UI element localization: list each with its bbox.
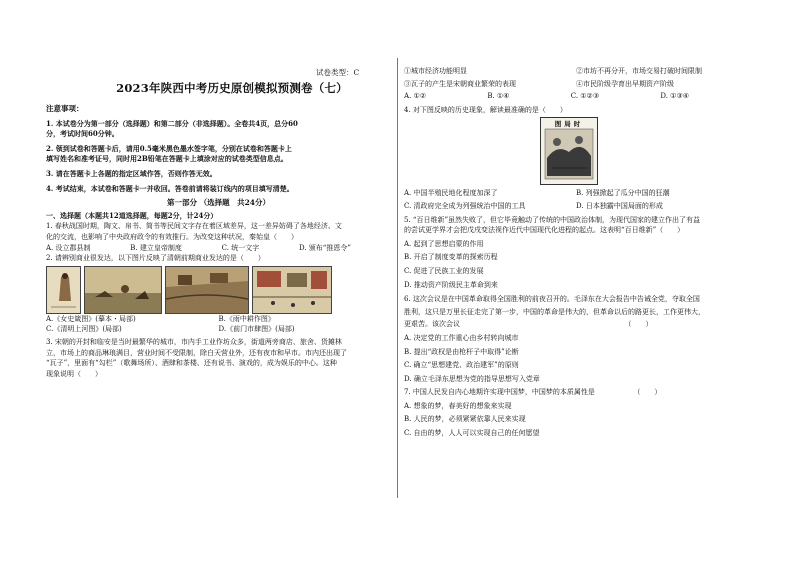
- q3-stem: 3. 宋朝的开封和临安是当时最繁华的城市，市内手工业作坊众多，街道两旁商店、旅舍、货摊林: [46, 337, 342, 346]
- q4-option-d: D. 日本独霸中国局面的形成: [576, 201, 663, 210]
- notice-line: 1. 本试卷分为第一部分（选择题）和第二部分（非选择题）。全卷共4页，总分60: [46, 118, 298, 128]
- section-title: 一、选择题（本题共12道选择题，每题2分，计24分）: [46, 210, 218, 220]
- notice-heading: 注意事项：: [46, 104, 84, 113]
- part1-title: 第一部分 （选择题 共24分）: [166, 198, 271, 208]
- notice-line: 3. 请在答题卡上各题的指定区域作答，否则作答无效。: [46, 168, 217, 178]
- q3-option-b: B. ①④: [487, 92, 510, 101]
- q4-options: [404, 188, 749, 199]
- cartoon-image: [541, 118, 597, 184]
- q1-options: [46, 243, 391, 254]
- q3-stem: 现象说明（ ）: [46, 369, 102, 378]
- q4-option-a: A. 中国半殖民地化程度加深了: [404, 189, 498, 198]
- column-divider: [397, 58, 398, 498]
- q3-options: [404, 91, 749, 102]
- right-column: [404, 66, 749, 442]
- q3-statement: ②市坊不再分开，市场交易打破时间限制: [576, 67, 702, 75]
- q5-stem: 5. “百日维新”虽然失败了，但它毕竟触动了传统的中国政治体制，为现代国家的建立作出了有益: [404, 215, 701, 224]
- q2-option-a: A.《女史箴图》(摹本・局部): [46, 314, 136, 323]
- q2-option-d: D.《前门市肆图》(局部): [218, 325, 295, 334]
- q6-stem: 6. 这次会议是在中国革命取得全国胜利的前夜召开的。毛泽东在大会报告中告诫全党，夺取全国: [404, 295, 700, 304]
- q2-captions: [46, 324, 391, 335]
- q7-stem: 7. 中国人民发自内心地期许实现中国梦，中国梦的本质属性是 （ ）: [404, 388, 662, 397]
- painting-image-c: [165, 266, 249, 314]
- q7-option-c: C. 自由的梦，人人可以实现自己的任何愿望: [404, 429, 540, 438]
- q4-option-b: B. 列强掀起了瓜分中国的狂潮: [576, 189, 670, 198]
- q2-option-c: C.《清明上河图》(局部): [46, 325, 122, 334]
- q4-options: [404, 201, 749, 212]
- q3-statement: ①城市经济功能明显: [404, 67, 467, 75]
- q6-option-c: C. 确立“思想建党、政治建军”的原则: [404, 361, 519, 370]
- q3-statement: ③瓦子的产生是宋朝商业繁荣的表现: [404, 79, 516, 88]
- q6-option-b: B. 提出“政权是由枪杆子中取得”论断: [404, 347, 519, 356]
- q1-option-b: B. 建立皇帝制度: [130, 243, 182, 252]
- left-column: [46, 104, 391, 379]
- q2-images: [46, 266, 391, 312]
- q4-option-c: C. 清政府完全成为列强统治中国的工具: [404, 201, 526, 210]
- q2-captions: [46, 314, 391, 325]
- q3-statements: [404, 66, 749, 77]
- page-title: 2023年陕西中考历史原创模拟预测卷（七）: [116, 81, 348, 95]
- q5-stem: 的尝试更学界才会把戊戌变法视作近代中国现代化进程的起点。这表明“百日维新”（ ）: [404, 226, 685, 235]
- painting-image-d: [252, 266, 332, 314]
- q4-cartoon: [540, 117, 598, 185]
- q3-stem: 立，市场上的商品琳琅满目，营业时间不受限制，除白天营业外，还有夜市和早市。市内还出现了: [46, 348, 347, 357]
- notice-line: 4. 考试结束，本试卷和答题卡一并收回。答卷前请将装订线内的项目填写清楚。: [46, 183, 294, 193]
- q3-option-c: C. ①②③: [570, 92, 600, 101]
- cartoon-title: 图局时: [554, 120, 584, 129]
- q3-statement: ④市民阶级孕育出早期资产阶级: [576, 79, 674, 88]
- q7-option-b: B. 人民的梦，必须紧紧依靠人民来实现: [404, 415, 526, 424]
- q1-stem: 1. 春秋战国时期，陶文、帛书、简书等民间文字存在着区域差异，这一差异妨碍了各地经济、文: [46, 222, 342, 231]
- painting-image-a: [46, 266, 81, 314]
- notice-line: 填写姓名和准考证号，同时用2B铅笔在答题卡上填涂对应的试卷类型信息点。: [46, 154, 288, 164]
- q5-option-d: D. 推动资产阶级民主革命到来: [404, 280, 498, 289]
- notice-line: 分，考试时间60分钟。: [46, 129, 119, 139]
- q6-stem: 更艰苦。该次会议 （ ）: [404, 320, 653, 329]
- q2-stem: 2. 请辨别商业很发达，以下图片反映了清朝前期商业发达的是（ ）: [46, 254, 265, 263]
- q3-option-d: D. ①③④: [660, 92, 689, 101]
- q3-stem: “瓦子”，里面有“勾栏”（歌舞场所）、酒肆和茶楼、还有说书、演戏的，成为娱乐的中心。这种: [46, 359, 337, 368]
- q5-option-a: A. 起到了思想启蒙的作用: [404, 239, 484, 248]
- q1-stem: 化的交流，也影响了中央政府政令的有效推行。为改变这种状况，秦始皇（ ）: [46, 232, 298, 241]
- painting-image-b: [84, 266, 162, 314]
- q4-stem: 4. 对下图反映的历史现象，解读最准确的是（ ）: [404, 105, 567, 114]
- exam-type-label: 试卷类型：C: [316, 68, 360, 77]
- q2-option-b: B.《雨中耕作图》: [218, 314, 275, 323]
- q3-option-a: A. ①②: [404, 92, 427, 101]
- q3-statements: [404, 79, 749, 90]
- q1-option-c: C. 统一文字: [221, 243, 260, 252]
- q6-option-d: D. 确立毛泽东思想为党的指导思想写入党章: [404, 374, 540, 383]
- q1-option-a: A. 设立郡县制: [46, 243, 91, 252]
- q6-stem: 胜利，这只是万里长征走完了第一步，中国的革命是伟大的，但革命以后的路更长，工作更伟大，: [404, 307, 705, 316]
- q1-option-d: D. 颁布“推恩令”: [298, 243, 351, 252]
- q5-option-c: C. 促进了民族工业的发展: [404, 266, 484, 275]
- q6-option-a: A. 决定党的工作重心由乡村转向城市: [404, 333, 519, 342]
- q5-option-b: B. 开启了制度变革的探索历程: [404, 253, 498, 262]
- notice-line: 2. 领到试卷和答题卡后，请用0.5毫米黑色墨水签字笔，分别在试卷和答题卡上: [46, 143, 292, 153]
- q7-option-a: A. 想象的梦，春美好的想象来实现: [404, 401, 512, 410]
